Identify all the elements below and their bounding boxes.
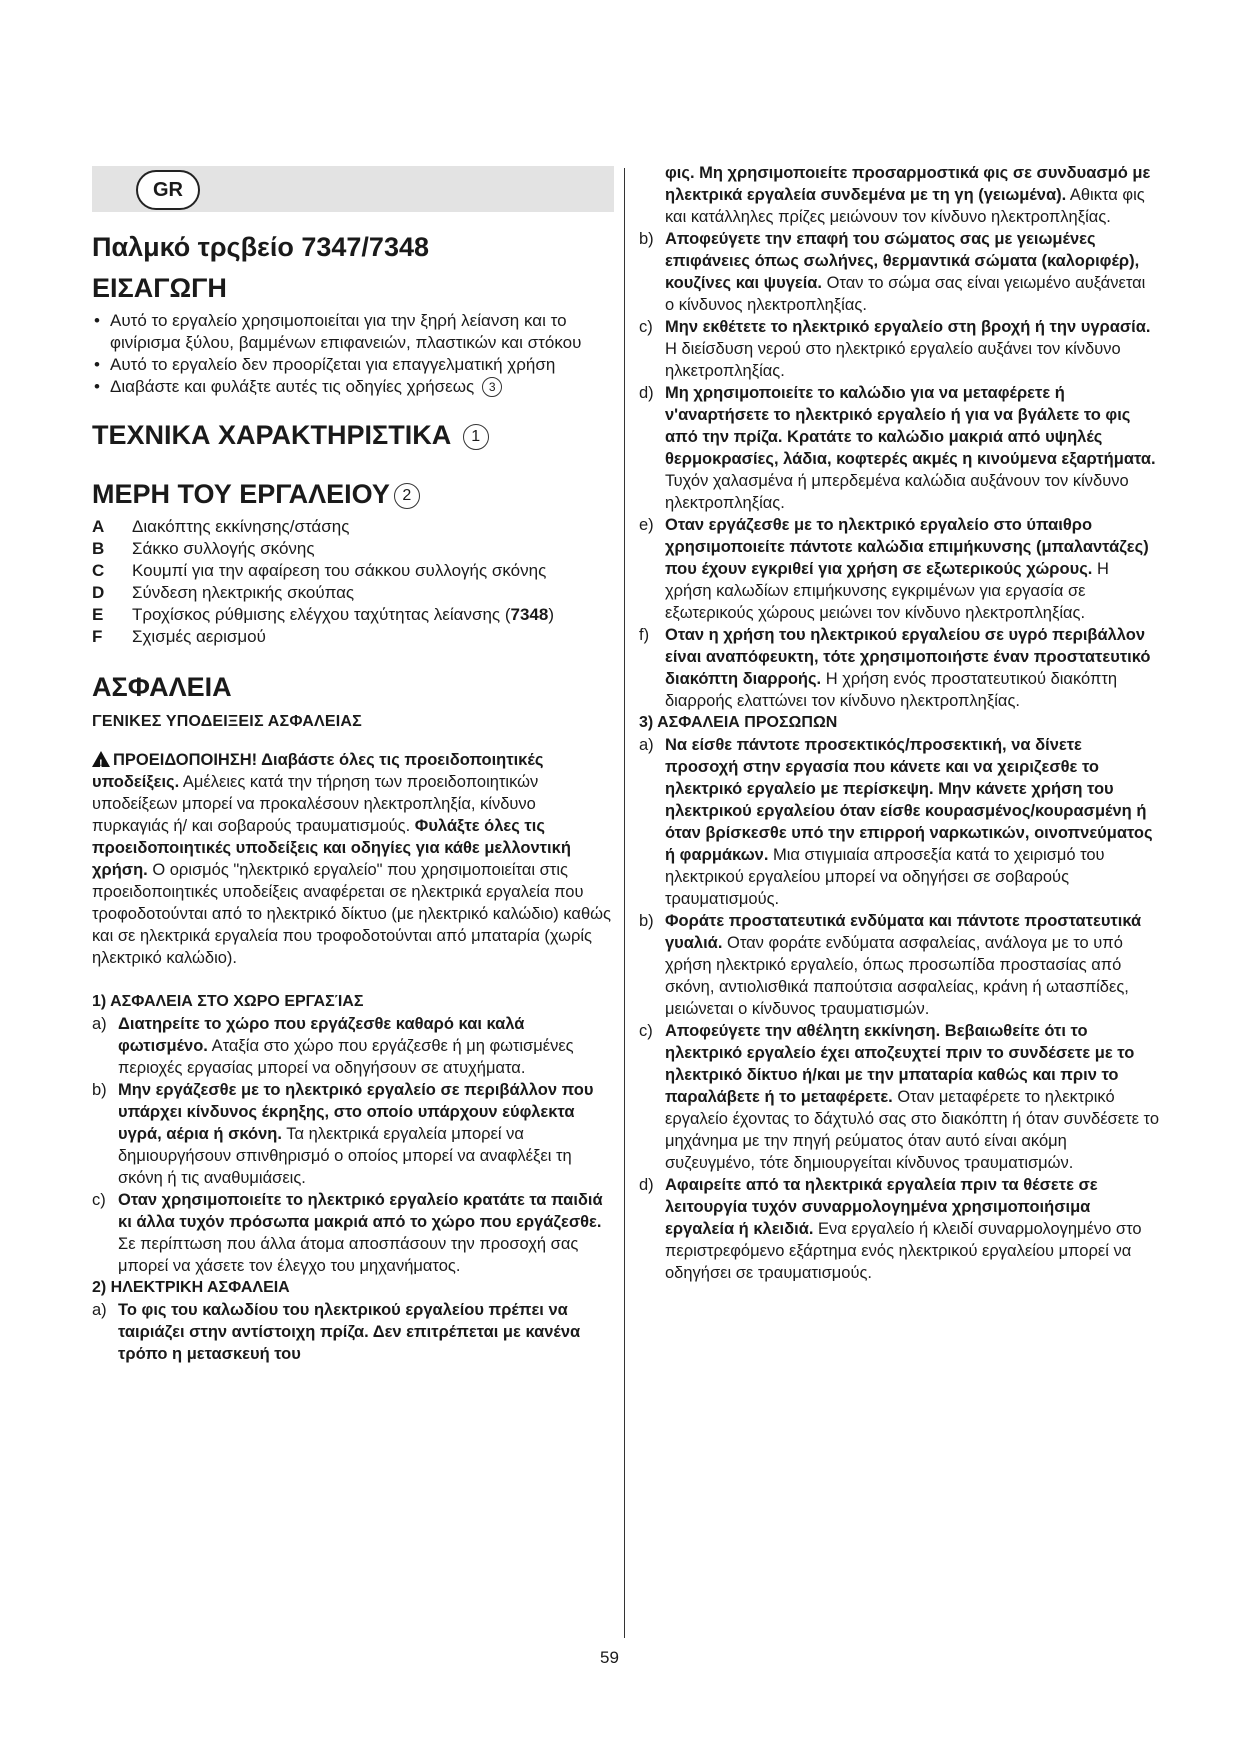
item-text xyxy=(118,1013,614,1079)
item-label: a) xyxy=(92,1301,107,1319)
item-label: c) xyxy=(92,1191,106,1209)
item-label: e) xyxy=(639,516,654,534)
specs-heading xyxy=(92,420,614,451)
item-text xyxy=(665,382,1159,514)
item-plain: Σε περίπτωση που άλλα άτομα αποσπάσουν την προσοχή σας μπορεί να χάσετε τον έλεγχο του μηχανήματος. xyxy=(118,1235,579,1275)
safety-warning xyxy=(92,749,614,969)
item-text xyxy=(118,1189,614,1277)
language-bar xyxy=(92,166,614,212)
part-text: Σύνδεση ηλεκτρικής σκούπας xyxy=(132,583,355,602)
item-bold: Μη χρησιμοποιείτε το καλώδιο για να μεταφέρετε ή ν'αναρτήσετε το ηλεκτρικό εργαλείο ή για να βγάλετε το φις από την πρίζα. Κρατάτε το καλώδιο μακριά από υψηλές θερμοκρασίες, λάδια, κοφτερές ακμές η κινούμενα εξαρτήματα. xyxy=(665,384,1156,468)
warning-text-1: Αμέλειες κατά την τήρηση των προειδοποιητικών υποδείξεων μπορεί να προκαλέσουν ηλεκτροπληξία, κίνδυνο πυρκαγιάς ή/ και σοβαρούς τραυματισμούς. xyxy=(92,773,539,835)
item-bold: Να είσθε πάντοτε προσεκτικός/προσεκτική, να δίνετε προσοχή στην εργασία που κάνετε και να χειριζεσθε το ηλεκτρικό εργαλείο με περίσκεψη. Μην κάνετε χρήση του ηλεκτρικού εργαλείου όταν είσθε κουρασμένος/κουρασμένη ή όταν βρίσκεσθε υπό την επιρροή ναρκωτικών, οινοπνεύματος ή φαρμάκων. xyxy=(665,736,1153,864)
electrical-heading: 2) ΗΛΕΚΤΡΙΚΗ ΑΣΦΑΛΕΙΑ xyxy=(92,1279,290,1296)
warning-bold-1: ΠΡΟΕΙΔΟΠΟΙΗΣΗ! Διαβάστε όλες τις προειδοποιητικές υποδείξεις. xyxy=(92,751,544,791)
item-plain: Αταξία στο χώρο που εργάζεσθε ή μη φωτισμένες περιοχές εργασίας μπορεί να οδηγήσουν σε ατυχήματα. xyxy=(118,1037,574,1077)
intro-bullet xyxy=(92,376,614,398)
item-text xyxy=(665,514,1159,624)
item-label: b) xyxy=(639,230,654,248)
item-plain: Η διείσδυση νερού στο ηλεκτρικό εργαλείο αυξάνει τον κίνδυνο ηλκετροπληξίας. xyxy=(665,340,1121,380)
intro-heading: ΕΙΣΑΓΩΓΗ xyxy=(92,273,227,303)
figure-ref-1-icon: 1 xyxy=(463,424,489,450)
warning-bold-2: Φυλάξτε όλες τις προειδοποιητικές υποδείξεις και οδηγίες για κάθε μελλοντική χρήση. xyxy=(92,817,571,879)
warning-icon-mark: ! xyxy=(99,758,103,770)
item-plain: Οταν φοράτε ενδύματα ασφαλείας, ανάλογα με το υπό χρήση ηλεκτρικό εργαλείο, όπως προσωπίδα προστασίας από σκόνη, αντιολισθικά παπούτσια ασφαλείας, κράνη ή ωτασπίδες, μειώνεται ο κίνδυνος τραυματισμών. xyxy=(665,934,1129,1018)
safety-heading: ΑΣΦΑΛΕΙΑ xyxy=(92,672,232,702)
item-label: b) xyxy=(92,1081,107,1099)
list-item xyxy=(639,228,1159,316)
part-letter: E xyxy=(92,605,104,624)
part-model: 7348 xyxy=(510,605,549,624)
list-item xyxy=(92,538,614,560)
list-item xyxy=(639,624,1159,712)
figure-ref-3-icon: 3 xyxy=(482,377,502,397)
column-divider xyxy=(624,168,625,1638)
item-text xyxy=(665,734,1159,910)
item-plain: Ενα εργαλείο ή κλειδί συναρμολογημένο στο περιστρεφόμενο εξάρτημα ενός ηλεκτρικού εργαλείου μπορεί να οδηγήσει σε τραυματισμούς. xyxy=(665,1220,1142,1282)
part-letter: A xyxy=(92,517,105,536)
item-bold: φις. Μη χρησιμοποιείτε προσαρμοστικά φις σε συνδυασμό με ηλεκτρικά εργαλεία συνδεμένα με τη γη (γειωμένα). xyxy=(665,164,1151,204)
work-area-heading: 1) ΑΣΦΑΛΕΙΑ ΣΤΟ ΧΩΡΟ ΕΡΓΑΣΊΑΣ xyxy=(92,993,364,1010)
language-badge: GR xyxy=(136,170,200,210)
part-letter: D xyxy=(92,583,105,602)
part-text: Σχισμές αερισμού xyxy=(132,627,266,646)
item-bold: Διατηρείτε το χώρο που εργάζεσθε καθαρό και καλά φωτισμένο. xyxy=(118,1015,525,1055)
list-item xyxy=(639,1020,1159,1174)
item-label: b) xyxy=(639,912,654,930)
list-item xyxy=(92,1189,614,1277)
safety-subheading: ΓΕΝΙΚΕΣ ΥΠΟΔΕΙΞΕΙΣ ΑΣΦΑΛΕΙΑΣ xyxy=(92,713,362,730)
right-column xyxy=(639,162,1159,1284)
item-bold: Μην εργάζεσθε με το ηλεκτρικό εργαλείο σε περιβάλλον που υπάρχει κίνδυνος έκρηξης, στο οποίο υπάρχουν εύφλεκτα υγρά, αέρια ή σκόνη. xyxy=(118,1081,594,1143)
item-bold: Αφαιρείτε από τα ηλεκτρικά εργαλεία πριν τα θέσετε σε λειτουργία τυχόν συναρμολογημένα χρησιμοποιήσιμα εργαλεία ή κλειδιά. xyxy=(665,1176,1098,1238)
personal-heading: 3) ΑΣΦΑΛΕΙΑ ΠΡΟΣΩΠΩΝ xyxy=(639,714,838,731)
list-item xyxy=(92,1013,614,1079)
item-text xyxy=(118,1079,614,1189)
parts-heading xyxy=(92,479,614,510)
list-item xyxy=(639,514,1159,624)
item-bold: Μην εκθέτετε το ηλεκτρικό εργαλείο στη βροχή ή την υγρασία. xyxy=(665,318,1151,336)
part-text: Σάκκο συλλογής σκόνης xyxy=(132,539,315,558)
item-plain: Τα ηλεκτρικά εργαλεία μπορεί να δημιουργήσουν σπινθηρισμό ο οποίος μπορεί να αναφλέξει τη σκόνη ή τις αναθυμιάσεις. xyxy=(118,1125,572,1187)
item-plain: Μια στιγμιαία απροσεξία κατά το χειρισμό του ηλεκτρικού εργαλείου μπορεί να οδηγήσει σε σοβαρούς τραυματισμούς. xyxy=(665,846,1105,908)
page-number: 59 xyxy=(600,1648,619,1667)
item-bold: Οταν εργάζεσθε με το ηλεκτρικό εργαλείο στο ύπαιθρο χρησιμοποιείτε πάντοτε καλώδια επιμήκυνσης (μπαλαντάζες) που έχουν εγκριθεί για χρήση σε εξωτερικούς χώρους. xyxy=(665,516,1149,578)
item-bold: Φοράτε προστατευτικά ενδύματα και πάντοτε προστατευτικά γυαλιά. xyxy=(665,912,1142,952)
item-bold: Αποφεύγετε την επαφή του σώματος σας με γειωμένες επιφάνειες όπως σωλήνες, θερμαντικά σώματα (καλοριφέρ), κουζίνες και ψυγεία. xyxy=(665,230,1140,292)
list-item xyxy=(639,316,1159,382)
item-label: d) xyxy=(639,384,654,402)
item-plain: Οταν το σώμα σας είναι γειωμένο αυξάνεται ο κίνδυνος ηλεκτροπληξίας. xyxy=(665,274,1146,314)
item-label: a) xyxy=(639,736,654,754)
left-column xyxy=(92,166,614,1365)
parts-heading-text: ΜΕΡΗ ΤΟΥ ΕΡΓΑΛΕΙΟΥ xyxy=(92,479,390,509)
item-label: f) xyxy=(639,626,650,644)
part-text-tail: ) xyxy=(548,605,554,624)
item-text xyxy=(665,910,1159,1020)
list-item xyxy=(92,560,614,582)
list-item xyxy=(639,1174,1159,1284)
item-text xyxy=(665,1174,1159,1284)
list-item xyxy=(92,604,614,626)
part-letter: C xyxy=(92,561,105,580)
list-item xyxy=(92,516,614,538)
item-bold: Το φις του καλωδίου του ηλεκτρικού εργαλείου πρέπει να ταιριάζει στην αντίστοιχη πρίζα. Δεν επιτρέπεται με κανένα τρόπο η μετασκευή του xyxy=(118,1301,581,1363)
part-text xyxy=(132,604,614,626)
item-label: d) xyxy=(639,1176,654,1194)
item-plain: Αθικτα φις και κατάλληλες πρίζες μειώνουν τον κίνδυνο ηλεκτροπληξίας. xyxy=(665,186,1145,226)
list-item xyxy=(639,382,1159,514)
document-title: Παλμκό τρςβείο 7347/7348 xyxy=(92,232,429,262)
item-text xyxy=(665,624,1159,712)
item-plain: Η χρήση ενός προστατευτικού διακόπτη διαρροής ελαττώνει τον κίνδυνο ηλεκτροπληξίας. xyxy=(665,670,1118,710)
intro-bullet-text: Διαβάστε και φυλάξτε αυτές τις οδηγίες χρήσεως xyxy=(110,377,475,396)
item-plain: Η χρήση καλωδίων επιμήκυνσης εγκριμένων για εργασία σε εξωτερικούς χώρους μειώνει τον κίνδυνο ηλεκτροπληξίας. xyxy=(665,560,1109,622)
list-item xyxy=(639,910,1159,1020)
item-text xyxy=(665,316,1159,382)
item-text xyxy=(665,1020,1159,1174)
item-label: c) xyxy=(639,318,653,336)
part-text-main: Τροχίσκος ρύθμισης ελέγχου ταχύτητας λείανσης ( xyxy=(132,605,511,624)
intro-bullet: • Αυτό το εργαλείο δεν προορίζεται για επαγγελματική χρήση xyxy=(92,354,614,376)
parts-list xyxy=(92,516,614,648)
list-item xyxy=(92,1079,614,1189)
list-item xyxy=(92,626,614,648)
item-label: a) xyxy=(92,1015,107,1033)
part-letter: B xyxy=(92,539,105,558)
list-item xyxy=(92,1299,614,1365)
item-label: c) xyxy=(639,1022,653,1040)
item-bold: Οταν χρησιμοποιείτε το ηλεκτρικό εργαλείο κρατάτε τα παιδιά κι άλλα τυχόν πρόσωπα μακριά από το χώρο που εργάζεσθε. xyxy=(118,1191,603,1231)
intro-bullet: • Αυτό το εργαλείο χρησιμοποιείται για την ξηρή λείανση και το φινίρισμα ξύλου, βαμμένων επιφανειών, πλαστικών και στόκου xyxy=(92,310,614,354)
warning-text-2: Ο ορισμός "ηλεκτρικό εργαλείο" που χρησιμοποιείται στις προειδοποιητικές υποδείξεις αναφέρεται σε ηλεκτρικά εργαλεία που τροφοδοτούνται από το ηλεκτρικό δίκτυο (με ηλεκτρικό καλώδιο) καθώς και σε ηλεκτρικά εργαλεία που τροφοδοτούνται από μπαταρία (χωρίς ηλεκτρικό καλώδιο). xyxy=(92,861,611,967)
list-item xyxy=(92,582,614,604)
part-text: Κουμπί για την αφαίρεση του σάκκου συλλογής σκόνης xyxy=(132,561,547,580)
intro-list xyxy=(92,310,614,398)
item-text xyxy=(665,228,1159,316)
specs-heading-text: ΤΕΧΝΙΚΑ ΧΑΡΑΚΤΗΡΙΣΤΙΚΑ xyxy=(92,420,452,450)
item-plain: Τυχόν χαλασμένα ή μπερδεμένα καλώδια αυξάνουν τον κίνδυνο ηλεκτροπληξίας. xyxy=(665,472,1129,512)
part-letter: F xyxy=(92,627,103,646)
warning-icon xyxy=(92,751,110,770)
item-text xyxy=(118,1299,614,1365)
item-continuation xyxy=(639,162,1159,228)
item-bold: Αποφεύγετε την αθέλητη εκκίνηση. Βεβαιωθείτε ότι το ηλεκτρικό εργαλείο έχει αποζευχτεί πριν το συνδέσετε με το ηλεκτρικό δίκτυο ή/και με την μπαταρία καθώς και πριν το παραλάβετε ή το μεταφέρετε. xyxy=(665,1022,1135,1106)
figure-ref-2-icon: 2 xyxy=(394,483,420,509)
part-text: Διακόπτης εκκίνησης/στάσης xyxy=(132,517,350,536)
item-plain: Οταν μεταφέρετε το ηλεκτρικό εργαλείο έχοντας το δάχτυλό σας στο διακόπτη ή όταν συνδέσετε το μηχάνημα με την πηγή ρεύματος όταν αυτό είναι ακόμη συζευγμένο, τότε δημιουργείται κίνδυνος τραυματισμών. xyxy=(665,1088,1160,1172)
list-item xyxy=(639,734,1159,910)
item-bold: Οταν η χρήση του ηλεκτρικού εργαλείου σε υγρό περιβάλλον είναι αναπόφευκτη, τότε χρησιμοποιήστε έναν προστατευτικό διακόπτη διαρροής. xyxy=(665,626,1151,688)
